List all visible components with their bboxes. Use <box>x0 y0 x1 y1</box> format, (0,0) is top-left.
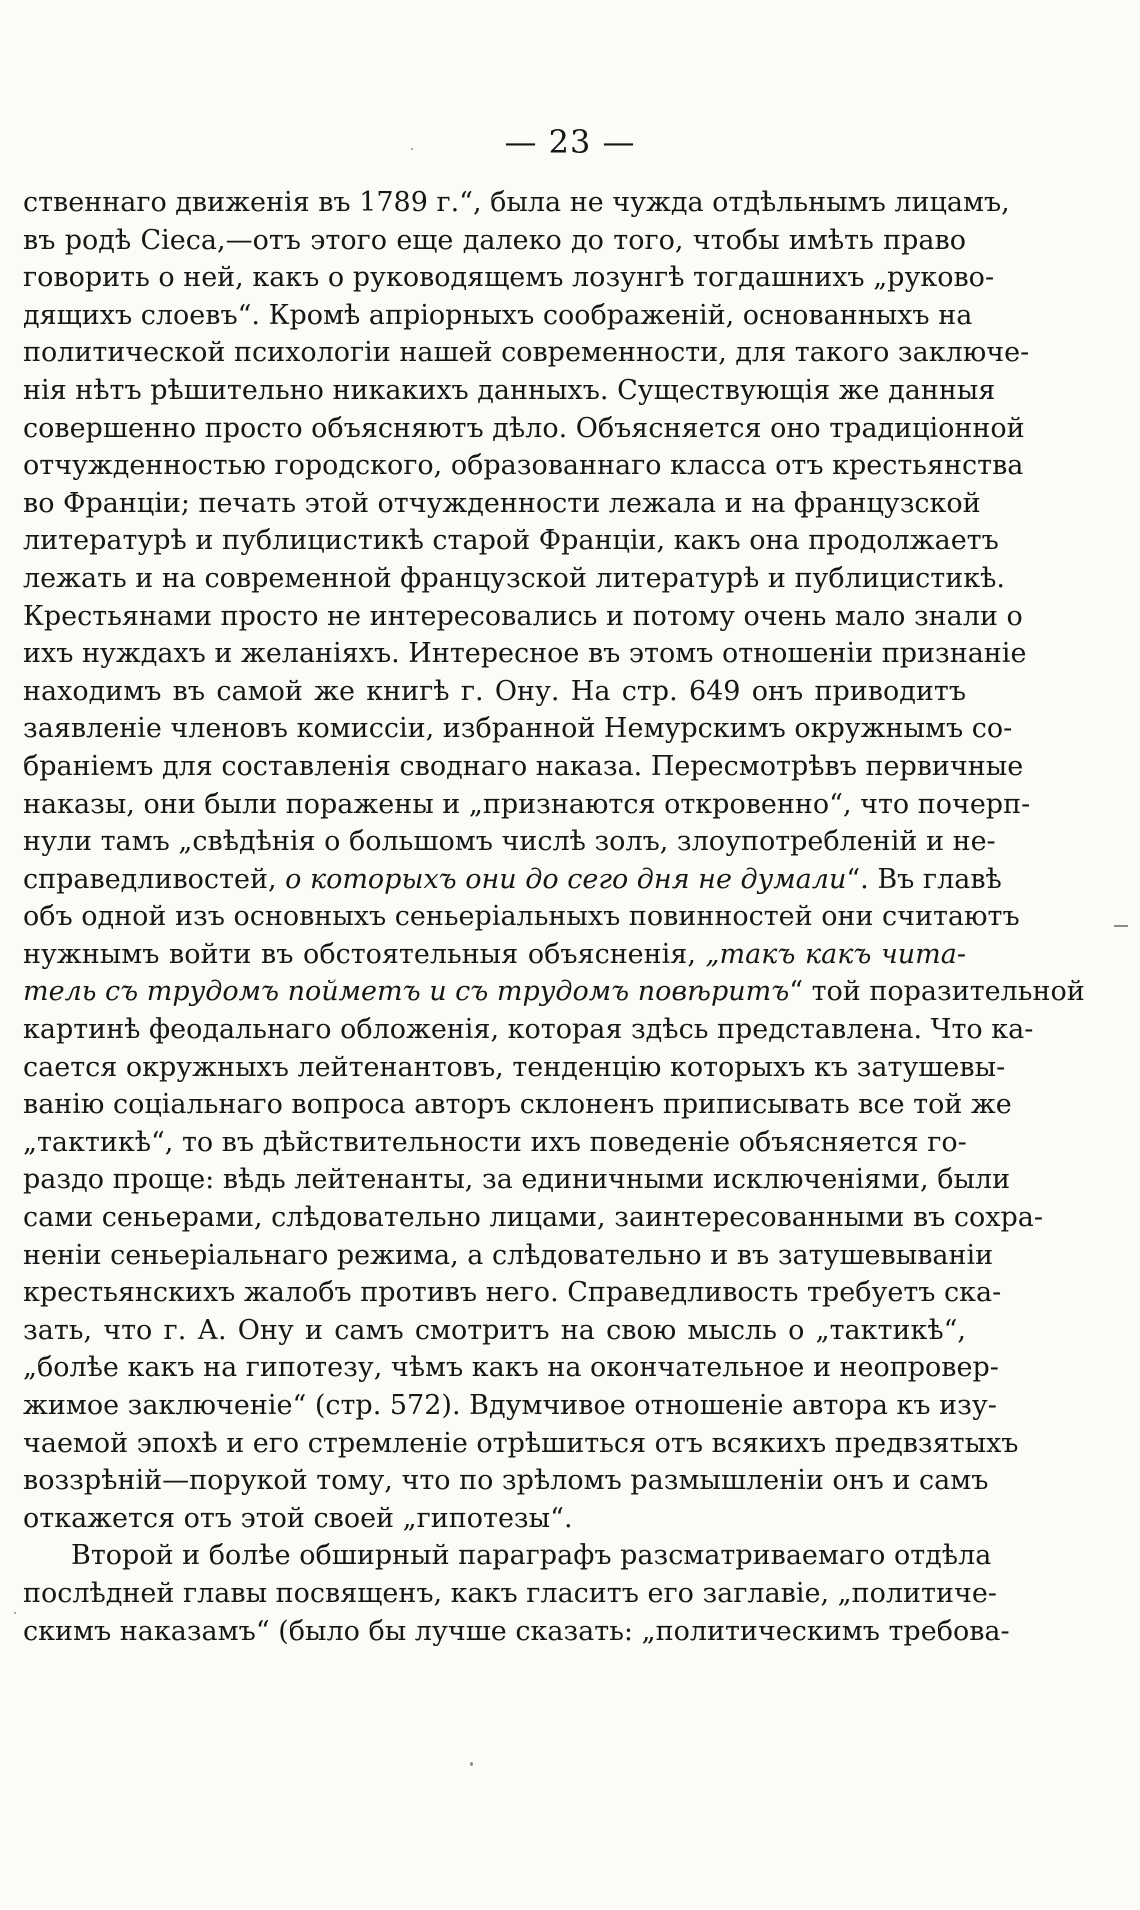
text-line: Второй и болѣе обширный параграфъ разсматриваемаго отдѣла <box>71 1540 992 1572</box>
text-line: политической психологіи нашей современности, для такого заключе- <box>23 337 1030 369</box>
text-segment: нужнымъ войти въ обстоятельныя объясненія, <box>23 938 706 970</box>
page-number: — 23 — <box>504 123 636 161</box>
italic-quote: о которыхъ они до сего дня не думали <box>285 863 847 895</box>
text-line: дящихъ слоевъ“. Кромѣ апріорныхъ соображеній, основанныхъ на <box>23 299 973 331</box>
text-line: нія нѣтъ рѣшительно никакихъ данныхъ. Существующія же данныя <box>23 374 996 406</box>
body-text <box>23 184 1085 1650</box>
text-line: сается окружныхъ лейтенантовъ, тенденцію которыхъ къ затушевы- <box>23 1051 1006 1083</box>
text-line: неніи сеньеріальнаго режима, а слѣдовательно и въ затушевываніи <box>23 1239 994 1271</box>
text-line: скимъ наказамъ“ (было бы лучше сказать: „политическимъ требова- <box>23 1615 1010 1647</box>
text-segment: “ той поразительной <box>789 976 1085 1008</box>
text-line: жимое заключеніе“ (стр. 572). Вдумчивое отношеніе автора къ изу- <box>23 1390 997 1421</box>
text-line: ванію соціальнаго вопроса авторъ склоненъ приписывать все той же <box>23 1089 1012 1121</box>
italic-quote: „такъ какъ чита- <box>705 938 966 970</box>
text-segment: “. Въ главѣ <box>846 863 1002 895</box>
text-line: нули тамъ „свѣдѣнія о большомъ числѣ золъ, злоупотребленій и не- <box>23 826 996 858</box>
text-line: воззрѣній—порукой тому, что по зрѣломъ размышленіи онъ и самъ <box>23 1465 989 1497</box>
text-line: крестьянскихъ жалобъ противъ него. Справедливость требуетъ ска- <box>23 1277 1002 1309</box>
text-line: литературѣ и публицистикѣ старой Франціи, какъ она продолжаетъ <box>23 525 999 557</box>
margin-mark <box>1114 925 1128 927</box>
text-line: „болѣе какъ на гипотезу, чѣмъ какъ на окончательное и неопровер- <box>23 1352 999 1384</box>
text-line-with-italic <box>23 861 1002 899</box>
paper-speck <box>411 148 413 150</box>
text-line: отчужденностью городского, образованнаго класса отъ крестьянства <box>23 450 1024 482</box>
text-line-with-italic <box>23 973 1085 1011</box>
text-line: послѣдней главы посвященъ, какъ гласитъ его заглавіе, „политиче- <box>23 1577 997 1609</box>
text-line: браніемъ для составленія своднаго наказа. Пересмотрѣвъ первичные <box>23 750 1024 782</box>
paper-speck <box>470 1762 473 1766</box>
paper-speck <box>14 1612 16 1614</box>
text-line: говорить о ней, какъ о руководящемъ лозунгѣ тогдашнихъ „руково- <box>23 262 995 294</box>
text-line: картинѣ феодальнаго обложенія, которая здѣсь представлена. Что ка- <box>23 1014 1034 1046</box>
text-line-with-italic <box>23 936 966 974</box>
text-segment: справедливостей, <box>23 863 286 895</box>
text-line: ственнаго движенія въ 1789 г.“, была не чужда отдѣльнымъ лицамъ, <box>23 187 1010 218</box>
text-line: объ одной изъ основныхъ сеньеріальныхъ повинностей они считаютъ <box>23 901 1020 933</box>
text-line: наказы, они были поражены и „признаются откровенно“, что почерп- <box>23 788 1031 820</box>
text-line: Крестьянами просто не интересовались и потому очень мало знали о <box>23 600 1023 632</box>
text-line: лежать и на современной французской литературѣ и публицистикѣ. <box>23 562 1005 594</box>
text-line: „тактикѣ“, то въ дѣйствительности ихъ поведеніе объясняется го- <box>23 1126 967 1158</box>
text-line: ихъ нуждахъ и желаніяхъ. Интересное въ этомъ отношеніи признаніе <box>23 638 1027 670</box>
text-line: заявленіе членовъ комиссіи, избранной Немурскимъ окружнымъ со- <box>23 713 1013 745</box>
text-line: раздо проще: вѣдь лейтенанты, за единичными исключеніями, были <box>23 1164 1011 1196</box>
text-line: зать, что г. А. Ону и самъ смотритъ на свою мысль о „тактикѣ“, <box>23 1314 966 1346</box>
text-line: въ родѣ Сіеса,—отъ этого еще далеко до того, чтобы имѣть право <box>23 224 966 256</box>
text-line: во Франціи; печать этой отчужденности лежала и на французской <box>23 487 981 519</box>
text-line: сами сеньерами, слѣдовательно лицами, заинтересованными въ сохра- <box>23 1202 1044 1234</box>
text-line: откажется отъ этой своей „гипотезы“. <box>23 1502 573 1534</box>
text-line: находимъ въ самой же книгѣ г. Ону. На стр. 649 онъ приводитъ <box>23 675 966 707</box>
text-line: чаемой эпохѣ и его стремленіе отрѣшиться отъ всякихъ предвзятыхъ <box>23 1427 1019 1459</box>
italic-quote: тель съ трудомъ пойметъ и съ трудомъ повѣритъ <box>23 976 790 1008</box>
text-line: совершенно просто объясняютъ дѣло. Объясняется оно традиціонной <box>23 412 1025 444</box>
